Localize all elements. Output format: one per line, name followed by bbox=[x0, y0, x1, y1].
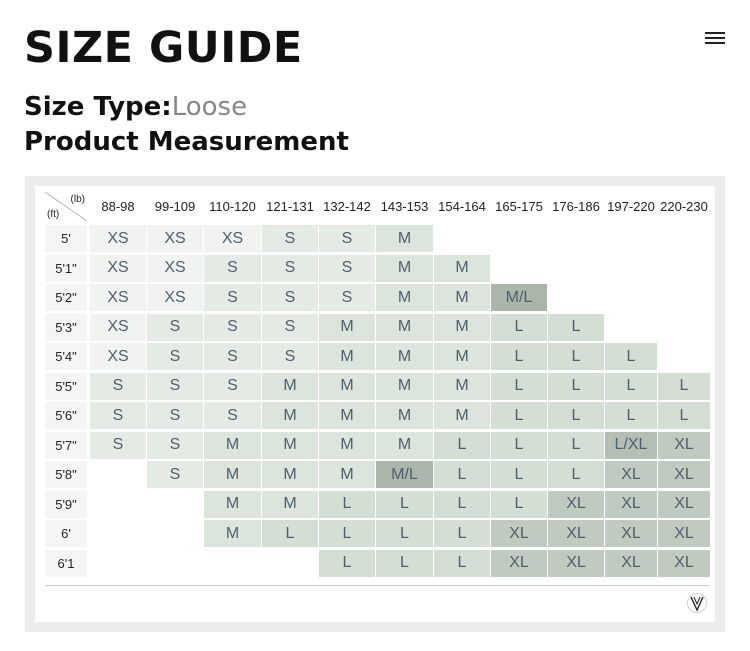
size-type-line bbox=[24, 90, 247, 124]
size-cell: M bbox=[434, 373, 490, 400]
height-label: 5'6" bbox=[45, 402, 87, 429]
size-cell: S bbox=[90, 402, 146, 429]
size-cell: S bbox=[319, 225, 375, 252]
menu-bar bbox=[705, 42, 725, 44]
size-cell: M bbox=[204, 520, 261, 547]
size-cell: XL bbox=[548, 550, 604, 577]
size-cell: M/L bbox=[491, 284, 547, 311]
size-cell: L bbox=[491, 373, 547, 400]
menu-bar bbox=[705, 37, 725, 39]
size-cell: S bbox=[90, 432, 146, 459]
height-unit-label: (ft) bbox=[47, 209, 60, 220]
size-cell: M bbox=[262, 432, 318, 459]
size-cell: S bbox=[147, 461, 203, 488]
size-cell: L bbox=[491, 402, 547, 429]
size-cell: M bbox=[376, 373, 433, 400]
size-cell: XL bbox=[658, 491, 710, 518]
size-cell: M bbox=[319, 432, 375, 459]
weight-header: 176-186 bbox=[552, 199, 600, 214]
size-cell: L bbox=[491, 491, 547, 518]
weight-header: 143-153 bbox=[380, 199, 429, 214]
size-cell: XS bbox=[147, 255, 203, 282]
size-cell: S bbox=[262, 255, 318, 282]
menu-icon[interactable] bbox=[705, 32, 725, 46]
size-cell: XL bbox=[548, 520, 604, 547]
size-cell: L bbox=[434, 550, 490, 577]
size-cell: L bbox=[434, 491, 490, 518]
size-cell: L bbox=[319, 550, 375, 577]
size-cell: XL bbox=[605, 550, 657, 577]
size-cell: XL bbox=[491, 520, 547, 547]
size-cell: M bbox=[434, 284, 490, 311]
size-cell: XS bbox=[90, 255, 146, 282]
height-label: 5'7" bbox=[45, 432, 87, 459]
size-cell: L bbox=[658, 402, 710, 429]
size-cell: M bbox=[376, 225, 433, 252]
size-cell: L bbox=[548, 402, 604, 429]
size-cell: M bbox=[262, 491, 318, 518]
size-cell: XS bbox=[147, 284, 203, 311]
size-cell: M bbox=[204, 432, 261, 459]
height-label: 5'1" bbox=[45, 255, 87, 282]
page-title: SIZE GUIDE bbox=[24, 23, 303, 73]
weight-header: 220-230 bbox=[660, 199, 708, 214]
height-label: 5'5" bbox=[45, 373, 87, 400]
size-cell: S bbox=[262, 284, 318, 311]
height-label: 5'8" bbox=[45, 461, 87, 488]
size-cell: S bbox=[319, 255, 375, 282]
height-label: 5'2" bbox=[45, 284, 87, 311]
size-cell: M bbox=[204, 491, 261, 518]
size-cell: M bbox=[262, 373, 318, 400]
size-cell: M bbox=[376, 284, 433, 311]
size-cell: M bbox=[262, 461, 318, 488]
menu-bar bbox=[705, 32, 725, 34]
size-cell: M bbox=[204, 461, 261, 488]
size-cell: XS bbox=[204, 225, 261, 252]
size-cell: XL bbox=[491, 550, 547, 577]
height-label: 5'9" bbox=[45, 491, 87, 518]
height-label: 5' bbox=[45, 225, 87, 252]
size-cell: L bbox=[548, 343, 604, 370]
size-cell: S bbox=[204, 314, 261, 341]
size-type-label: Size Type: bbox=[24, 92, 172, 122]
weight-header: 154-164 bbox=[438, 199, 486, 214]
section-title: Product Measurement bbox=[24, 127, 349, 157]
size-cell: S bbox=[204, 284, 261, 311]
size-cell: S bbox=[319, 284, 375, 311]
size-cell: M bbox=[434, 343, 490, 370]
size-cell: L bbox=[548, 314, 604, 341]
size-cell: M bbox=[319, 373, 375, 400]
size-cell: XS bbox=[90, 225, 146, 252]
size-cell: S bbox=[204, 343, 261, 370]
size-cell: L bbox=[434, 432, 490, 459]
size-cell: S bbox=[147, 432, 203, 459]
size-cell: M bbox=[376, 314, 433, 341]
size-cell: S bbox=[147, 343, 203, 370]
size-cell: L bbox=[376, 550, 433, 577]
size-chart-frame bbox=[25, 176, 725, 632]
height-label: 5'4" bbox=[45, 343, 87, 370]
size-cell: M/L bbox=[376, 461, 433, 488]
size-cell: L bbox=[605, 373, 657, 400]
size-cell: S bbox=[147, 402, 203, 429]
size-cell: M bbox=[434, 255, 490, 282]
size-cell: M bbox=[262, 402, 318, 429]
size-cell: L bbox=[319, 520, 375, 547]
size-cell: L bbox=[658, 373, 710, 400]
weight-header: 165-175 bbox=[495, 199, 543, 214]
size-cell: S bbox=[90, 373, 146, 400]
size-cell: L bbox=[491, 432, 547, 459]
size-cell: L bbox=[605, 402, 657, 429]
size-cell: L bbox=[434, 520, 490, 547]
size-chart bbox=[35, 186, 715, 622]
size-cell: S bbox=[262, 225, 318, 252]
size-cell: M bbox=[319, 343, 375, 370]
size-cell: M bbox=[434, 314, 490, 341]
size-cell: XL bbox=[548, 491, 604, 518]
size-cell: S bbox=[147, 314, 203, 341]
size-type-value: Loose bbox=[171, 92, 248, 122]
size-cell: XS bbox=[90, 284, 146, 311]
size-cell: XS bbox=[90, 314, 146, 341]
size-cell: S bbox=[147, 373, 203, 400]
size-cell: L bbox=[262, 520, 318, 547]
size-cell: S bbox=[204, 255, 261, 282]
size-cell: L/XL bbox=[605, 432, 657, 459]
size-cell: L bbox=[491, 343, 547, 370]
weight-header: 110-120 bbox=[209, 199, 256, 214]
table-divider bbox=[45, 585, 710, 586]
size-cell: XL bbox=[605, 520, 657, 547]
weight-header: 99-109 bbox=[154, 199, 196, 214]
size-cell: S bbox=[262, 314, 318, 341]
height-label: 5'3" bbox=[45, 314, 87, 341]
size-cell: M bbox=[376, 402, 433, 429]
size-cell: L bbox=[376, 520, 433, 547]
size-cell: S bbox=[204, 402, 261, 429]
size-cell: L bbox=[548, 432, 604, 459]
size-cell: M bbox=[434, 402, 490, 429]
brand-logo-icon[interactable] bbox=[686, 592, 708, 614]
weight-header: 88-98 bbox=[101, 199, 135, 214]
size-cell: L bbox=[548, 461, 604, 488]
size-cell: M bbox=[376, 432, 433, 459]
height-label: 6'1 bbox=[45, 550, 87, 577]
size-cell: XL bbox=[658, 432, 710, 459]
size-cell: XL bbox=[605, 491, 657, 518]
size-cell: M bbox=[319, 402, 375, 429]
size-cell: XL bbox=[658, 520, 710, 547]
size-cell: S bbox=[204, 373, 261, 400]
size-cell: XL bbox=[658, 461, 710, 488]
weight-header: 197-220 bbox=[607, 199, 655, 214]
size-cell: L bbox=[434, 461, 490, 488]
size-cell: L bbox=[376, 491, 433, 518]
size-cell: M bbox=[319, 461, 375, 488]
size-cell: M bbox=[319, 314, 375, 341]
size-cell: XS bbox=[147, 225, 203, 252]
size-cell: L bbox=[491, 461, 547, 488]
size-cell: L bbox=[491, 314, 547, 341]
size-cell: M bbox=[376, 255, 433, 282]
size-cell: L bbox=[319, 491, 375, 518]
size-cell: XS bbox=[90, 343, 146, 370]
weight-header: 121-131 bbox=[266, 199, 314, 214]
size-cell: L bbox=[548, 373, 604, 400]
table-corner-cell bbox=[45, 192, 87, 221]
size-cell: XL bbox=[605, 461, 657, 488]
weight-header: 132-142 bbox=[323, 199, 371, 214]
height-label: 6' bbox=[45, 520, 87, 547]
weight-unit-label: (lb) bbox=[70, 194, 85, 205]
size-cell: L bbox=[605, 343, 657, 370]
size-cell: XL bbox=[658, 550, 710, 577]
size-cell: M bbox=[376, 343, 433, 370]
size-cell: S bbox=[262, 343, 318, 370]
